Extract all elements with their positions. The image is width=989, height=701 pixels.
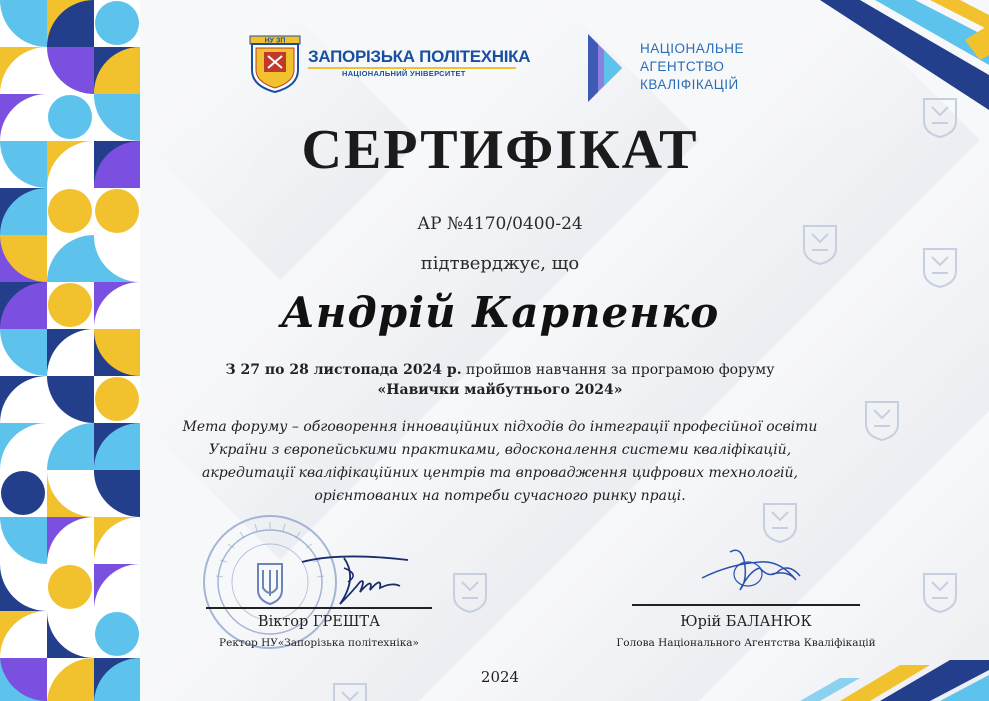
- training-line: [140, 360, 860, 380]
- purpose-line: Мета форуму – обговорення інноваційних підходів до інтеграції професійної освіти: [182, 419, 818, 435]
- agency-name: [640, 40, 744, 94]
- university-name: ЗАПОРІЗЬКА ПОЛІТЕХНІКА: [308, 47, 531, 66]
- right-signature-line: [632, 604, 860, 606]
- left-signature-icon: [300, 548, 420, 610]
- university-emblem-icon: [246, 30, 304, 94]
- recipient-name: Андрій Карпенко: [280, 288, 720, 337]
- confirms-text: підтверджує, що: [420, 253, 580, 274]
- emblem-letters: НУ ЗП: [264, 37, 286, 45]
- forum-purpose: [150, 416, 850, 508]
- left-signature-line: [206, 607, 432, 609]
- watermark-emblem-icon: [920, 570, 960, 614]
- certificate-number: АР №4170/0400-24: [417, 214, 583, 234]
- agency-name-line3: КВАЛІФІКАЦІЙ: [640, 77, 739, 92]
- training-text: пройшов навчання за програмою форуму: [461, 362, 775, 378]
- watermark-emblem-icon: [450, 570, 490, 614]
- left-signatory-role: Ректор НУ«Запорізька політехніка»: [219, 637, 419, 649]
- purpose-line: України з європейськими практиками, вдосконалення системи кваліфікацій,: [208, 442, 792, 458]
- training-dates: З 27 по 28 листопада 2024 р.: [225, 362, 462, 378]
- certificate-title: СЕРТИФІКАТ: [301, 119, 699, 181]
- purpose-line: орієнтованих на потреби сучасного ринку праці.: [314, 488, 686, 504]
- left-signatory-name: Віктор ГРЕШТА: [257, 614, 381, 630]
- agency-name-line1: НАЦІОНАЛЬНЕ: [640, 41, 745, 56]
- top-right-corner-decoration: [780, 0, 989, 130]
- left-decorative-strip: [0, 0, 140, 701]
- forum-name: «Навички майбутнього 2024»: [377, 382, 623, 398]
- bottom-right-corner-decoration: [780, 620, 989, 701]
- right-signatory-role: Голова Національного Агентства Кваліфікацій: [616, 637, 876, 649]
- certificate-year: 2024: [480, 668, 520, 686]
- purpose-line: акредитації кваліфікаційних центрів та впровадження цифрових технологій,: [202, 465, 798, 481]
- university-logo: [246, 30, 531, 94]
- right-signatory-name: Юрій БАЛАНЮК: [680, 614, 812, 630]
- university-subtitle: НАЦІОНАЛЬНИЙ УНІВЕРСИТЕТ: [342, 69, 466, 78]
- agency-name-line2: АГЕНТСТВО: [640, 59, 725, 74]
- agency-logo-icon: [582, 28, 632, 108]
- agency-logo: [582, 28, 762, 108]
- training-info: [140, 360, 860, 400]
- watermark-emblem-icon: [920, 245, 960, 289]
- watermark-emblem-icon: [862, 398, 902, 442]
- right-signature-icon: [700, 540, 810, 600]
- coat-of-arms-icon: [258, 564, 282, 604]
